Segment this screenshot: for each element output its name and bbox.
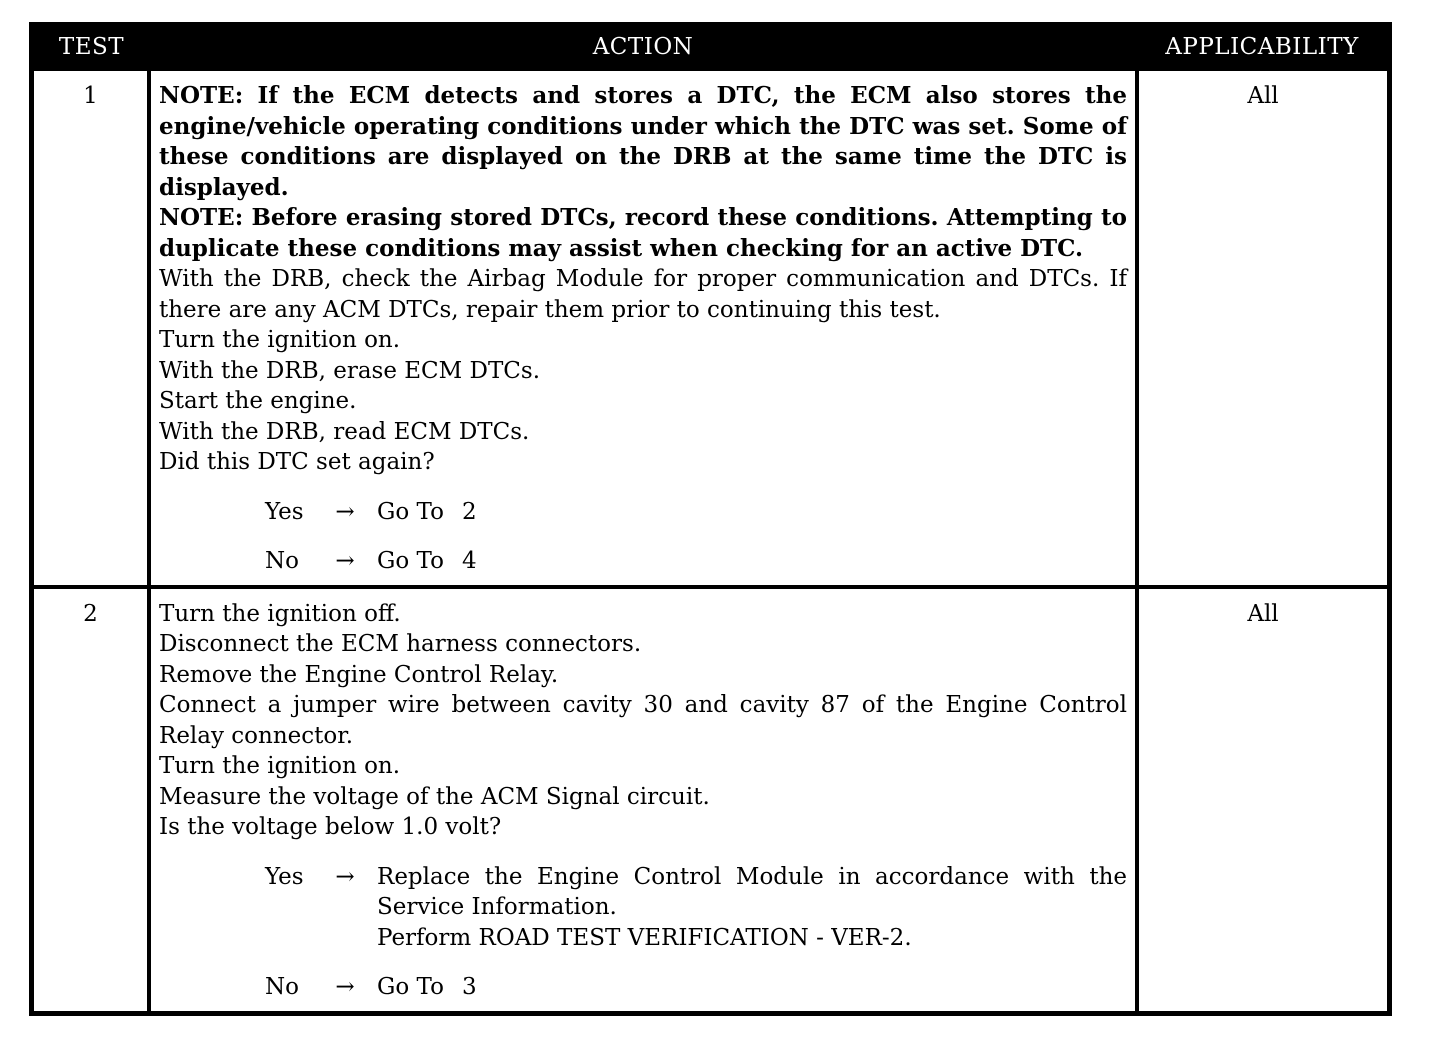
step-text: Measure the voltage of the ACM Signal circuit. xyxy=(159,783,710,810)
goto-text: Go To xyxy=(377,974,444,1000)
goto-number: 3 xyxy=(461,974,477,1000)
test-number: 1 xyxy=(32,69,150,587)
header-action: ACTION xyxy=(149,25,1137,70)
answer-result xyxy=(377,862,1127,954)
answer-label: No xyxy=(265,974,299,1000)
step-text: Connect a jumper wire between cavity 30 and cavity 87 of the Engine Control Relay connector. xyxy=(159,692,1127,749)
answer-result xyxy=(377,497,1127,528)
applicability-value: All xyxy=(1137,587,1390,1014)
table-row xyxy=(32,69,1390,587)
arrow-right-icon: → xyxy=(335,498,355,525)
goto-text: Go To xyxy=(377,498,444,525)
step-text: Disconnect the ECM harness connectors. xyxy=(159,631,642,657)
answer-no xyxy=(265,546,1127,577)
goto-text: Go To xyxy=(377,548,444,574)
answer-yes xyxy=(265,862,1127,954)
header-applicability: APPLICABILITY xyxy=(1137,25,1390,70)
goto-number: 4 xyxy=(461,548,477,574)
step-text: With the DRB, read ECM DTCs. xyxy=(159,418,530,445)
step-text: With the DRB, check the Airbag Module for proper communication and DTCs. If there are any ACM DTCs, repair them prior to continuing this test. xyxy=(159,266,1127,323)
action-cell xyxy=(149,587,1137,1014)
result-line: Replace the Engine Control Module in accordance with the Service Information. xyxy=(377,863,1127,920)
answer-yes xyxy=(265,497,1127,528)
applicability-value: All xyxy=(1137,69,1390,587)
answer-label: Yes xyxy=(265,863,304,890)
answer-result xyxy=(377,546,1127,577)
step-text: With the DRB, erase ECM DTCs. xyxy=(159,357,541,384)
arrow-right-icon: → xyxy=(335,974,355,1000)
note-text: NOTE: If the ECM detects and stores a DTC, the ECM also stores the engine/vehicle operating conditions under which the DTC was set. Some of these conditions are displayed on the DRB at the same time the DTC is displayed. xyxy=(159,82,1127,201)
diagnostic-test-table xyxy=(29,22,1392,1016)
test-number: 2 xyxy=(32,587,150,1014)
goto-number: 2 xyxy=(461,498,477,525)
answer-label: No xyxy=(265,548,299,574)
arrow-right-icon: → xyxy=(335,863,355,890)
note-text: NOTE: Before erasing stored DTCs, record these conditions. Attempting to duplicate these conditions may assist when checking for an active DTC. xyxy=(159,204,1127,262)
answer-label: Yes xyxy=(265,498,304,525)
action-cell xyxy=(149,69,1137,587)
arrow-right-icon: → xyxy=(335,548,355,574)
answer-result xyxy=(377,972,1127,1003)
result-line: Perform ROAD TEST VERIFICATION - VER-2. xyxy=(377,924,912,951)
header-test: TEST xyxy=(32,25,150,70)
step-text: Turn the ignition on. xyxy=(159,753,401,779)
step-text: Remove the Engine Control Relay. xyxy=(159,661,559,688)
step-text: Turn the ignition on. xyxy=(159,327,401,353)
question-text: Is the voltage below 1.0 volt? xyxy=(159,814,502,840)
table-row xyxy=(32,587,1390,1014)
header-row xyxy=(32,25,1390,70)
question-text: Did this DTC set again? xyxy=(159,449,435,475)
step-text: Start the engine. xyxy=(159,388,357,414)
step-text: Turn the ignition off. xyxy=(159,600,401,627)
answer-no xyxy=(265,972,1127,1003)
